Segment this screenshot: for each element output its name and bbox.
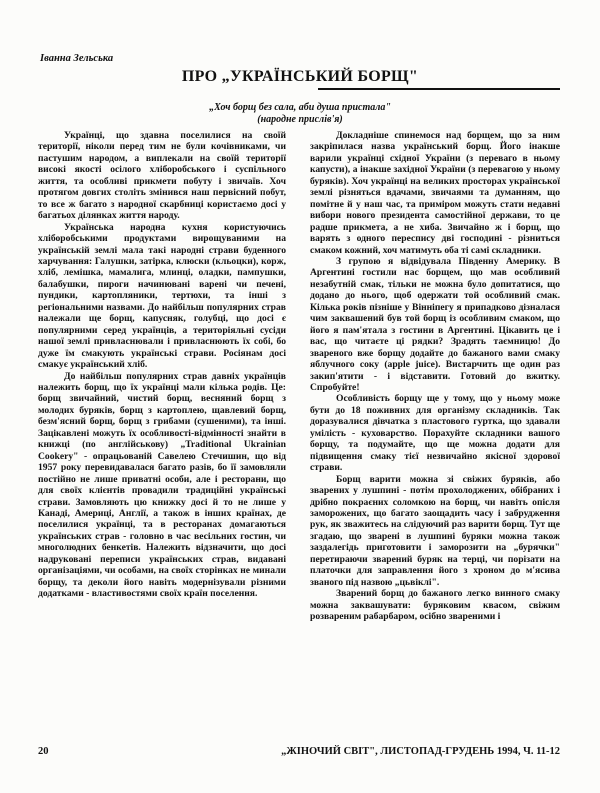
paragraph: Зварений борщ до бажаного легко винного смаку можна заквашувати: буряковим квасом, свіжим розвареним рабарбаром, осібно звареними і (310, 588, 560, 623)
title-rule (318, 88, 560, 90)
paragraph: Докладніше спинемося над борщем, що за ним закріпилася назва український борщ. Його інакше варили українці східної України (з переваго в ньому капусти), а інакше західної України (з перевагою у ньому буряків). Хоч українці на великих просторах української землі різняться вдачами, звичаями та думанням, що помітне й у наш час, та приміром можуть стати недавні вибори нового президента самостійної держави, то це радше прикмета, а не хиба. Звичайно ж і борщ, що варять з одного переспису дві господині - різниться смаком кожний, хоч матимуть оба ті самі складники. (310, 130, 560, 256)
epigraph-quote: „Хоч борщ без сала, аби душа пристала" (209, 102, 391, 113)
paragraph: Українці, що здавна поселилися на своїй території, ніколи перед тим не були кочівниками, чи пастушим народом, а виплекали на своїй території високі якості осілого хліборобського і суспільного життя, та особливі прикмети побуту і звичаїв. Хоч протягом довгих століть змінився наш первісний побут, то все ж багато з народної скарбниці користаємо досі у багатьох ділянках життя народу. (38, 130, 286, 222)
article-title: ПРО „УКРАЇНСЬКИЙ БОРЩ" (181, 68, 419, 85)
author-name: Іванна Зельська (40, 53, 114, 64)
paragraph: До найбільш популярних страв давніх українців належить борщ, що їх українці мали кілька родів. Це: борщ звичайний, чистий борщ, весняний борщ з молодих буряків, борщ з картоплею, щавлевий борщ, безм'ясний борщ, борщ з грибами (сушеними), та інші. Зацікавлені можуть їх особливості-відмінності знайти в книжці (по англійськову) „Traditional Ukrainian Cookery" - опрацьованій Савелею Стечишин, що від 1957 року перевидавалася багато разів, бо її замовляли постійно не лише приватні особи, але і ресторани, що для своїх клієнтів провадили традиційні українські страви. Замовляють цю книжку досі й то не лише у Канаді, Америці, Англії, а також в інших країнах, де поселилися українці, та в ресторанах домагаються українських страв - головно в час весільних гостин, чи многолюдних бенкетів. Належить відзначити, що досі надруковані переписи українських страв, видавані організаціями, чи особами, на своїх сторінках не минали борщу, та деколи його навіть модернізували різними додатками - властивостями своїх країн поселення. (38, 370, 286, 600)
paragraph: Борщ варити можна зі свіжих буряків, або зварених у лушпині - потім прохолоджених, обібраних і дрібно покраєних соломкою на борщ, чи навіть опісля заморожених, що багато заощадить часу і забрудження рук, як зважитесь на слідуючий раз варити борщ. Тут ще згадаю, що зварені в лушпині буряки можна також заздалегідь приготовити і заморозити на „бурячки" перетираючи зварений буряк на терці, чи порізати на платочки для заправлення його з хроном до м'ясива званого під назвою „цьвіклі". (310, 473, 560, 588)
left-column (38, 130, 286, 730)
magazine-issue: „ЖІНОЧИЙ СВІТ", ЛИСТОПАД-ГРУДЕНЬ 1994, Ч. 11-12 (281, 746, 560, 757)
paragraph: З групою я відвідувала Південну Америку. В Аргентині гостили нас борщем, що мав особливий незабутній смак, тільки не можна було допитатися, що додано до нього, щоб одержати той особливий смак. Кілька років пізніше у Вінніпегу я припадково дізналася чим заквашений був той борщ із особливим смаком, що його я пам'ятала з гостини в Аргентині. Цікавить це і вас, що читаєте ці рядки? Зрадять таємницю! До звареного вже борщу додайте до бажаного вами смаку яблучного соку (apple juice). Вистарчить ще один раз закип'ятити - і відставити. Готовий до вжитку. Спробуйте! (310, 255, 560, 393)
paragraph: Особливість борщу ще у тому, що у ньому може бути до 18 поживних для організму складників. Так доразувалися дівчатка з пластового гуртка, що здавали уміліcть - куховарство. Порахуйте складники вашого борщу, та подумайте, що ще можна додати для підвищення смаку тієї незвичайно якісної здорової страви. (310, 393, 560, 474)
epigraph (150, 102, 450, 126)
right-column (310, 130, 560, 730)
paragraph: Українська народна кухня користуючись хліборобськими продуктами вирощуваними на українській землі мала такі народні страви буденного харчування: Галушки, затірка, клюски (кльоцки), корж, хліб, лемішка, мамалига, млинці, оладки, пампушки, балабушки, пироги начинювані варені чи печені, пундики, картопляники, тертюхи, та інші з регіональними назвами. До найбільш популярних страв належали ще борщ, капусняк, голубці, що досі є популярними серед українців, а територіяльні сусіди нашої землі привласнювали і привласнюють їх собі, бо дуже їм смакують українські страви. Росіянам досі смакує український хліб. (38, 221, 286, 371)
epigraph-source: (народне прислів'я) (257, 114, 343, 125)
page-number: 20 (38, 746, 49, 757)
